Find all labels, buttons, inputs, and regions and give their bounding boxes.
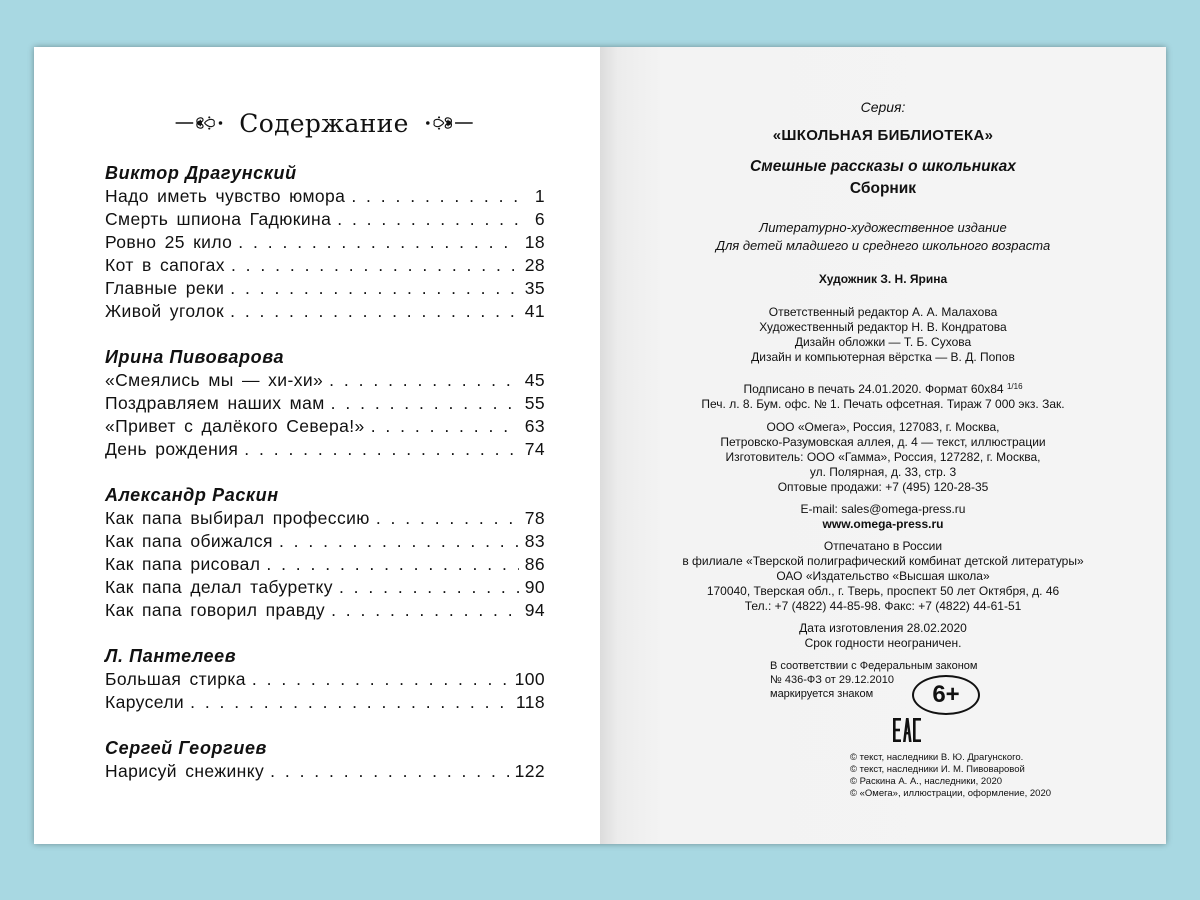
toc-entry [105, 553, 545, 576]
toc-leader-dots [231, 254, 519, 277]
toc-entry-page: 63 [524, 416, 545, 436]
toc-author: Сергей Георгиев [105, 738, 268, 758]
toc-entry-page: 6 [534, 209, 545, 229]
toc-leader-dots [371, 415, 519, 438]
toc-entry-title: Как папа говорил правду [105, 600, 326, 620]
toc-entry-title: Как папа рисовал [105, 554, 261, 574]
toc-entry [105, 599, 545, 622]
toc-leader-dots [252, 668, 509, 691]
print-signed-line [600, 382, 1166, 396]
toc-entry [105, 254, 545, 277]
series-label: Серия: [860, 99, 906, 115]
toc-entry-title: Живой уголок [105, 301, 225, 321]
toc-entry-page: 86 [524, 554, 545, 574]
toc-entry-title: Карусели [105, 692, 185, 712]
law-line-1: В соответствии с Федеральным законом [770, 660, 978, 672]
toc-leader-dots [238, 231, 518, 254]
toc-entry-page: 122 [514, 761, 545, 781]
email: E-mail: sales@omega-press.ru [800, 502, 966, 516]
toc-entry-page: 28 [524, 255, 545, 275]
toc-author: Ирина Пивоварова [105, 347, 285, 367]
printed-in: Отпечатано в России [823, 539, 943, 553]
toc-entry-page: 74 [524, 439, 545, 459]
toc-entry-page: 45 [524, 370, 545, 390]
toc-entry [105, 530, 545, 553]
toc-entry-title: Поздравляем наших мам [105, 393, 325, 413]
toc-entry [105, 277, 545, 300]
toc-entry-page: 18 [524, 232, 545, 252]
section-gap [105, 461, 545, 484]
book-subtitle: Сборник [849, 180, 917, 197]
toc-leader-dots [190, 691, 510, 714]
printer-address: 170040, Тверская обл., г. Тверь, проспект 50 лет Октября, д. 46 [706, 584, 1060, 598]
printer-phone: Тел.: +7 (4822) 44-85-98. Факс: +7 (4822) 44-61-51 [744, 599, 1022, 613]
toc-entry [105, 415, 545, 438]
imprint-block [600, 47, 1166, 844]
series-name: «ШКОЛЬНАЯ БИБЛИОТЕКА» [772, 127, 994, 144]
copyright-line: © текст, наследники В. Ю. Драгунского. [850, 752, 1024, 763]
shelf-life: Срок годности неограничен. [804, 636, 962, 650]
toc-entry [105, 507, 545, 530]
toc-author: Л. Пантелеев [105, 646, 237, 666]
toc-leader-dots [230, 300, 519, 323]
toc-entry-title: Смерть шпиона Гадюкина [105, 209, 332, 229]
contents-title: Содержание [239, 108, 409, 138]
toc-entry-page: 55 [524, 393, 545, 413]
toc-leader-dots [376, 507, 519, 530]
section-gap [105, 323, 545, 346]
eac-mark-icon [892, 715, 922, 745]
toc-author: Виктор Драгунский [105, 163, 297, 183]
toc-entry-page: 35 [524, 278, 545, 298]
toc-entry [105, 392, 545, 415]
toc-entry [105, 208, 545, 231]
toc-entry-title: Как папа обижался [105, 531, 273, 551]
toc-leader-dots [329, 369, 519, 392]
toc-entry-title: Большая стирка [105, 669, 246, 689]
layout-design: Дизайн и компьютерная вёрстка — В. Д. Попов [751, 350, 1015, 364]
toc-entry-page: 100 [514, 669, 545, 689]
toc-entry [105, 760, 545, 783]
ornament-left-icon [174, 112, 225, 134]
toc-entry-title: Кот в сапогах [105, 255, 225, 275]
copyright-line: © Раскина А. А., наследники, 2020 [850, 776, 1003, 787]
toc-leader-dots [230, 277, 518, 300]
print-details: Печ. л. 8. Бум. офс. № 1. Печать офсетная. Тираж 7 000 экз. Зак. [701, 397, 1065, 411]
toc-entry-page: 94 [524, 600, 545, 620]
wholesale-phone: Оптовые продажи: +7 (495) 120-28-35 [777, 480, 989, 494]
toc-entry-title: Ровно 25 кило [105, 232, 233, 252]
print-signed: Подписано в печать 24.01.2020. Формат 60х84 [743, 382, 1004, 396]
law-line-3: маркируется знаком [770, 688, 874, 700]
toc-entry-page: 90 [524, 577, 545, 597]
maker-line-2: ул. Полярная, д. 33, стр. 3 [809, 465, 957, 479]
editor: Ответственный редактор А. А. Малахова [768, 305, 998, 319]
toc-entry-page: 78 [524, 508, 545, 528]
contents-page [34, 47, 600, 844]
copyright-line: © «Омега», иллюстрации, оформление, 2020 [850, 788, 1052, 799]
toc-entry-title: Нарисуй снежинку [105, 761, 265, 781]
toc-leader-dots [266, 553, 518, 576]
toc-leader-dots [279, 530, 519, 553]
copyright-block [850, 752, 1051, 800]
maker-line-1: Изготовитель: ООО «Гамма», Россия, 127282, г. Москва, [725, 450, 1041, 464]
toc-entry-title: Надо иметь чувство юмора [105, 186, 346, 206]
toc-entry [105, 691, 545, 714]
toc-entry [105, 576, 545, 599]
contents-list [105, 162, 545, 783]
publisher-line-2: Петровско-Разумовская аллея, д. 4 — текст, иллюстрации [720, 435, 1046, 449]
ornament-right-icon [423, 112, 474, 134]
toc-entry [105, 369, 545, 392]
toc-entry [105, 185, 545, 208]
toc-entry-page: 41 [524, 301, 545, 321]
toc-entry-title: «Привет с далёкого Севера!» [105, 416, 365, 436]
toc-leader-dots [244, 438, 518, 461]
toc-entry-page: 118 [515, 692, 545, 712]
edition-type: Литературно-художественное издание [759, 220, 1007, 235]
imprint-page [600, 47, 1166, 844]
publisher-line-1: ООО «Омега», Россия, 127083, г. Москва, [766, 420, 1000, 434]
website-link: www.omega-press.ru [822, 517, 944, 531]
toc-entry-title: «Смеялись мы — хи-хи» [105, 370, 324, 390]
toc-author: Александр Раскин [105, 485, 279, 505]
toc-entry [105, 231, 545, 254]
toc-entry-title: Как папа выбирал профессию [105, 508, 370, 528]
toc-leader-dots [331, 599, 519, 622]
manufacture-date: Дата изготовления 28.02.2020 [799, 621, 967, 635]
book-title: Смешные рассказы о школьниках [750, 158, 1016, 175]
book-spread [34, 47, 1166, 844]
contents-header [174, 105, 474, 141]
toc-leader-dots [331, 392, 519, 415]
toc-entry-page: 83 [524, 531, 545, 551]
toc-entry-title: Главные реки [105, 278, 225, 298]
printer-line-2: ОАО «Издательство «Высшая школа» [776, 569, 990, 583]
law-line-2: № 436-ФЗ от 29.12.2010 [770, 674, 894, 686]
toc-leader-dots [337, 208, 519, 231]
section-gap [105, 714, 545, 737]
format-fraction: 1/16 [1006, 382, 1023, 391]
toc-entry-title: День рождения [105, 439, 239, 459]
toc-entry [105, 668, 545, 691]
toc-entry [105, 438, 545, 461]
art-editor: Художественный редактор Н. В. Кондратова [759, 320, 1007, 334]
age-rating-badge: 6+ [912, 675, 980, 715]
illustrator: Художник З. Н. Ярина [818, 272, 948, 286]
toc-entry-page: 1 [534, 186, 545, 206]
printer-line-1: в филиале «Тверской полиграфический комбинат детской литературы» [682, 554, 1084, 568]
copyright-line: © текст, наследники И. М. Пивоваровой [850, 764, 1025, 775]
cover-design: Дизайн обложки — Т. Б. Сухова [794, 335, 972, 349]
toc-leader-dots [351, 185, 519, 208]
toc-leader-dots [270, 760, 508, 783]
toc-entry-title: Как папа делал табуретку [105, 577, 333, 597]
section-gap [105, 622, 545, 645]
audience: Для детей младшего и среднего школьного возраста [715, 238, 1051, 253]
toc-leader-dots [339, 576, 519, 599]
toc-entry [105, 300, 545, 323]
